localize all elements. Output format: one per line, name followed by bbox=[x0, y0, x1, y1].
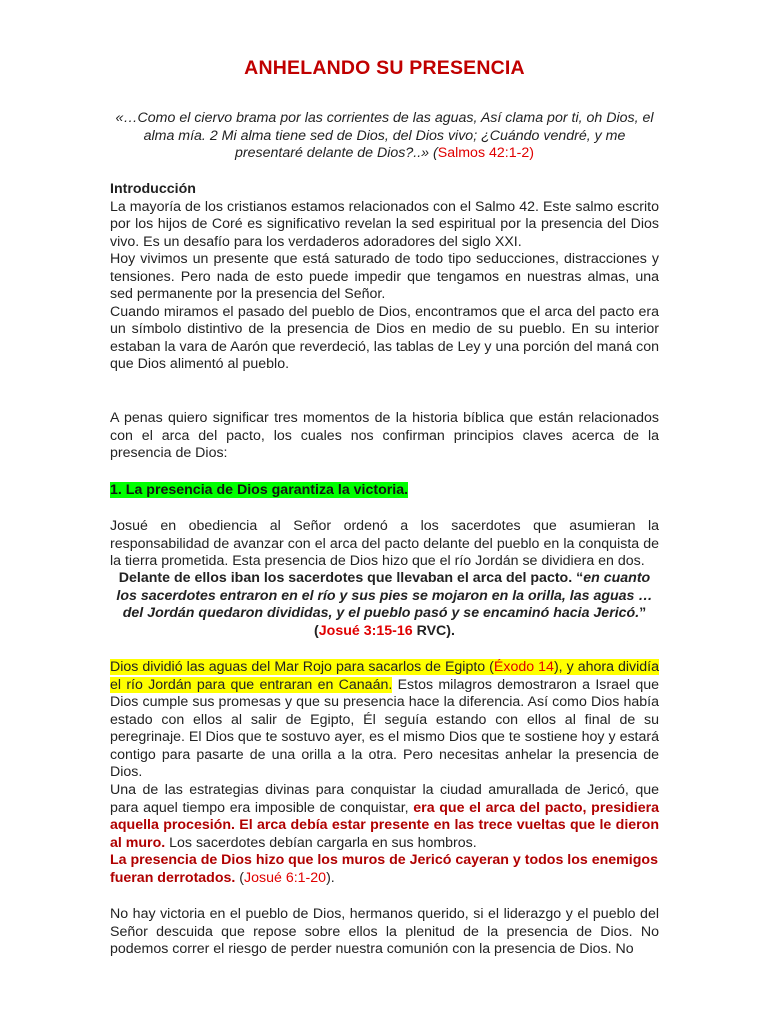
joshua-6-reference[interactable]: Josué 6:1-20 bbox=[244, 869, 327, 886]
exodus-reference[interactable]: Éxodo 14 bbox=[493, 659, 554, 675]
section-1-paragraph-2: Dios dividió las aguas del Mar Rojo para sacarlos de Egipto (Éxodo 14), y ahora dividía el río Jordán para que entraran en Canaán. Estos milagros demostraron a Israel que Dios cumple sus promesas y que su presencia hace la diferencia. Así como Dios había estado con ellos al salir de Egipto, Él seguía estando con ellos al final de su peregrinaje. El Dios que te sostuvo ayer, es el mismo Dios que te sostiene hoy y estará contigo para pasarte de una orilla a la otra. Pero necesitas anhelar la presencia de Dios. bbox=[110, 659, 659, 780]
section-1-paragraph-4: La presencia de Dios hizo que los muros de Jericó cayeran y todos los enemigos fueran derrotados. (Josué 6:1-20). bbox=[110, 852, 658, 886]
ark-emphasis: era que el arca del pacto, presidiera aquella procesión. El arca debía estar presente en las trece vueltas que le dieron al muro. bbox=[110, 799, 659, 851]
intro-heading: Introducción bbox=[110, 181, 196, 197]
intro-paragraph-1: La mayoría de los cristianos estamos relacionados con el Salmo 42. Este salmo escrito por los hijos de Coré es significativo revelan la sed espiritual por la presencia del Dios vivo. Es un desafío para los verdaderos adoradores del siglo XXI. bbox=[110, 198, 659, 250]
epigraph-text: «…Como el ciervo brama por las corrientes de las aguas, Así clama por ti, oh Dios, el alma mía. 2 Mi alma tiene sed de Dios, del Dios vivo; ¿Cuándo vendré, y me presentaré delante de Dios?..» ( bbox=[115, 110, 654, 161]
section-1-paragraph-1: Josué en obediencia al Señor ordenó a los sacerdotes que asumieran la responsabilidad de avanzar con el arca del pacto delante del pueblo en la conquista de la tierra prometida. Esta presencia de Dios hizo que el río Jordán se dividiera en dos. bbox=[110, 518, 659, 569]
scripture-quote-italic: en cuanto los sacerdotes entraron en el río y sus pies se mojaron en la orilla, las aguas … del Jordán quedaron divididas, y el pueblo pasó y se encaminó hacia Jericó. bbox=[116, 570, 653, 621]
highlighted-sentence: Dios dividió las aguas del Mar Rojo para sacarlos de Egipto (Éxodo 14), y ahora dividía el río Jordán para que entraran en Canaán. bbox=[110, 659, 659, 693]
scripture-quote-reference[interactable]: Josué 3:15-16 bbox=[318, 622, 413, 639]
intro-paragraph-2: Hoy vivimos un presente que está saturado de todo tipo seducciones, distracciones y tensiones. Pero nada de esto puede impedir que tengamos en nuestras almas, una sed permanente por la presencia del Señor. bbox=[110, 251, 659, 302]
walls-emphasis: La presencia de Dios hizo que los muros de Jericó cayeran y todos los enemigos fueran derrotados. bbox=[110, 852, 658, 886]
introduction-section bbox=[110, 181, 659, 374]
section-1-paragraph-3: Una de las estrategias divinas para conquistar la ciudad amurallada de Jericó, que para aquel tiempo era imposible de conquistar, era que el arca del pacto, presidiera aquella procesión. El arca debía estar presente en las trece vueltas que le dieron al muro. Los sacerdotes debían cargarla en sus hombros. bbox=[110, 782, 659, 851]
moments-intro: A penas quiero significar tres momentos de la historia bíblica que están relacionados con el arca del pacto, los cuales nos confirman principios claves acerca de la presencia de Dios: bbox=[110, 410, 659, 461]
intro-paragraph-3: Cuando miramos el pasado del pueblo de Dios, encontramos que el arca del pacto era un símbolo distintivo de la presencia de Dios en medio de su pueblo. En su interior estaban la vara de Aarón que reverdeció, las tablas de Ley y una porción del maná con que Dios alimentó al pueblo. bbox=[110, 303, 659, 372]
section-1-heading bbox=[110, 482, 659, 500]
section-1-heading-text: 1. La presencia de Dios garantiza la victoria. bbox=[110, 482, 409, 498]
document-title: ANHELANDO SU PRESENCIA bbox=[244, 57, 525, 79]
epigraph-close: ) bbox=[529, 145, 534, 161]
epigraph-reference[interactable]: Salmos 42:1-2 bbox=[437, 145, 530, 161]
scripture-quote: Delante de ellos iban los sacerdotes que llevaban el arca del pacto. “en cuanto los sacerdotes entraron en el río y sus pies se mojaron en la orilla, las aguas … del Jordán quedaron divididas, y el pueblo pasó y se encaminó hacia Jericó.” (Josué 3:15-16 RVC). bbox=[116, 570, 653, 639]
section-1-paragraph-5: No hay victoria en el pueblo de Dios, hermanos querido, si el liderazgo y el pueblo del Señor descuida que repose sobre ellos la plenitud de la presencia de Dios. No podemos correr el riesgo de perder nuestra comunión con la presencia de Dios. No bbox=[110, 906, 659, 957]
epigraph bbox=[110, 110, 659, 163]
